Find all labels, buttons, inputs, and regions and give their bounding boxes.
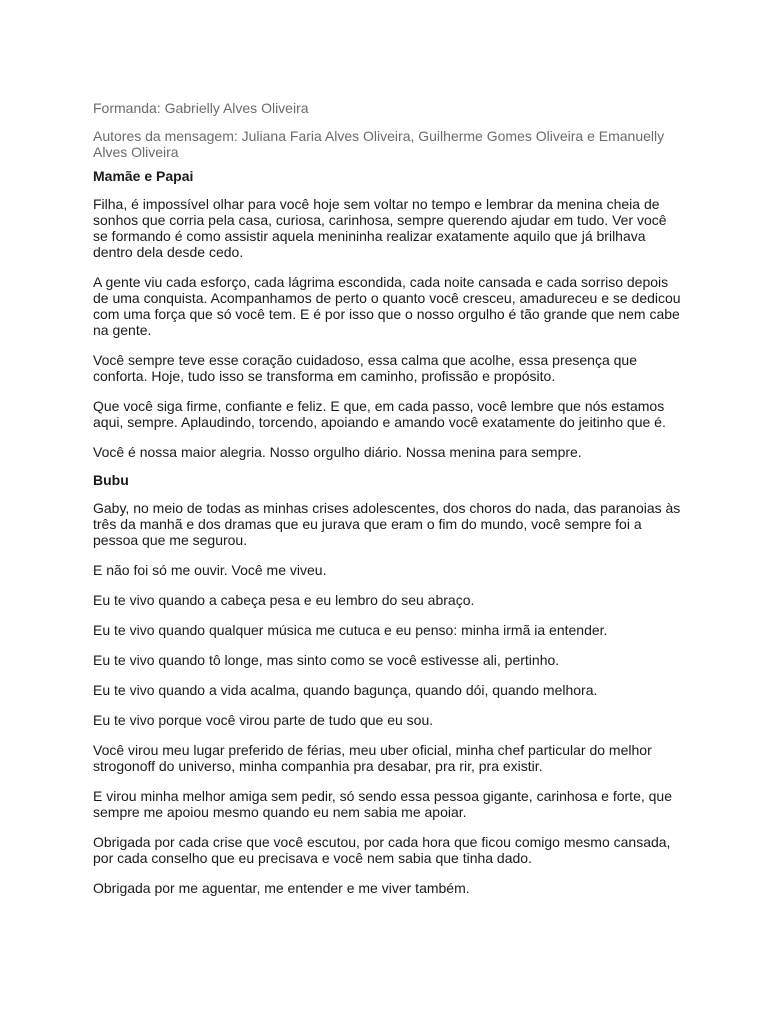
paragraph: A gente viu cada esforço, cada lágrima escondida, cada noite cansada e cada sorriso depois de uma conquista. Acompanhamos de perto o quanto você cresceu, amadureceu e se dedicou com uma força que só você tem. E é por isso que o nosso orgulho é tão grande que nem cabe na gente. xyxy=(93,274,681,338)
paragraph: Eu te vivo quando a cabeça pesa e eu lembro do seu abraço. xyxy=(93,592,475,608)
paragraph: Que você siga firme, confiante e feliz. E que, em cada passo, você lembre que nós estamos aqui, sempre. Aplaudindo, torcendo, apoiando e amando você exatamente do jeitinho que é. xyxy=(93,398,666,430)
section-heading-bubu: Bubu xyxy=(93,472,129,488)
paragraph: Gaby, no meio de todas as minhas crises adolescentes, dos choros do nada, das paranoias às três da manhã e dos dramas que eu jurava que eram o fim do mundo, você sempre foi a pessoa que me segurou. xyxy=(93,500,681,548)
paragraph: Obrigada por me aguentar, me entender e me viver também. xyxy=(93,880,470,896)
message-authors: Autores da mensagem: Juliana Faria Alves Oliveira, Guilherme Gomes Oliveira e Emanuelly Alves Oliveira xyxy=(93,128,665,160)
document-page xyxy=(93,100,683,910)
paragraph: E virou minha melhor amiga sem pedir, só sendo essa pessoa gigante, carinhosa e forte, que sempre me apoiou mesmo quando eu nem sabia me apoiar. xyxy=(93,788,672,820)
paragraph: Eu te vivo quando a vida acalma, quando bagunça, quando dói, quando melhora. xyxy=(93,682,598,698)
paragraph: Você sempre teve esse coração cuidadoso, essa calma que acolhe, essa presença que conforta. Hoje, tudo isso se transforma em caminho, profissão e propósito. xyxy=(93,352,637,384)
paragraph: Eu te vivo quando qualquer música me cutuca e eu penso: minha irmã ia entender. xyxy=(93,622,608,638)
paragraph: Você virou meu lugar preferido de férias, meu uber oficial, minha chef particular do melhor strogonoff do universo, minha companhia pra desabar, pra rir, pra existir. xyxy=(93,742,652,774)
paragraph: Obrigada por cada crise que você escutou, por cada hora que ficou comigo mesmo cansada, por cada conselho que eu precisava e você nem sabia que tinha dado. xyxy=(93,834,671,866)
graduate-name: Formanda: Gabrielly Alves Oliveira xyxy=(93,100,309,116)
paragraph: E não foi só me ouvir. Você me viveu. xyxy=(93,562,327,578)
section-heading-mamae-papai: Mamãe e Papai xyxy=(93,168,194,184)
paragraph: Você é nossa maior alegria. Nosso orgulho diário. Nossa menina para sempre. xyxy=(93,444,582,460)
paragraph: Filha, é impossível olhar para você hoje sem voltar no tempo e lembrar da menina cheia de sonhos que corria pela casa, curiosa, carinhosa, sempre querendo ajudar em tudo. Ver você se formando é como assistir aquela menininha realizar exatamente aquilo que já brilhava dentro dela desde cedo. xyxy=(93,196,667,260)
paragraph: Eu te vivo quando tô longe, mas sinto como se você estivesse ali, pertinho. xyxy=(93,652,560,668)
paragraph: Eu te vivo porque você virou parte de tudo que eu sou. xyxy=(93,712,434,728)
